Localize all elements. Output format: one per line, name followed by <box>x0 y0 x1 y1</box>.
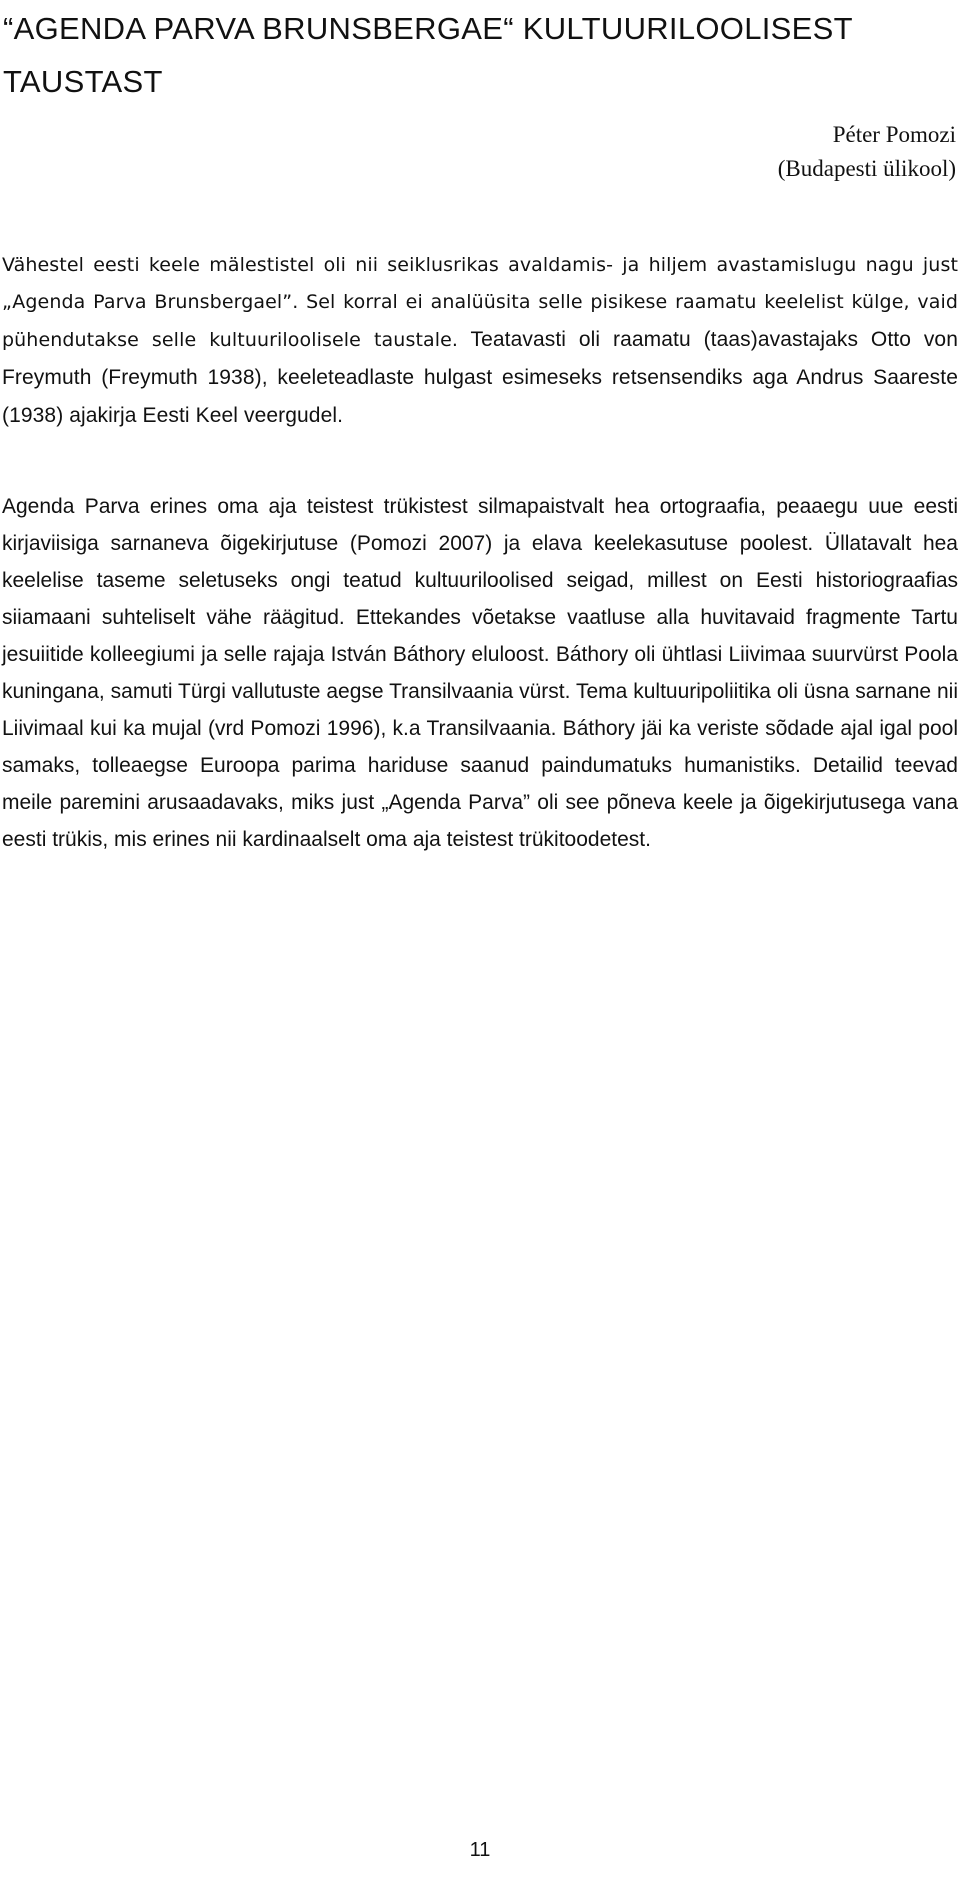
author-name: Péter Pomozi <box>832 122 956 147</box>
paragraph-1-part-b: Teatavasti oli raamatu (taas)avastajaks Otto von Freymuth (Freymuth 1938), keeleteadlaste hulgast esimeseks retsensendiks aga Andrus Saareste (1938) ajakirja Eesti Keel veergudel. <box>2 328 958 427</box>
paragraph-1-part-a: Vähestel eesti keele mälestistel oli nii seiklusrikas avaldamis- ja hiljem avastamislugu nagu just „Agenda Parva Brunsbergael”. Sel korral ei analüüsita selle pisikese raamatu keelelist külge, vaid pühendutakse selle kultuuriloolisele taustale. <box>2 254 958 351</box>
author-affiliation: (Budapesti ülikool) <box>777 156 956 181</box>
paragraph-1 <box>2 247 958 435</box>
article-title: “AGENDA PARVA BRUNSBERGAE“ KULTUURILOOLISEST TAUSTAST <box>3 11 853 99</box>
page-number: 11 <box>469 1839 491 1861</box>
paragraph-2: Agenda Parva erines oma aja teistest trükistest silmapaistvalt hea ortograafia, peaaegu uue eesti kirjaviisiga sarnaneva õigekirjutuse (Pomozi 2007) ja elava keelekasutuse poolest. Üllatavalt hea keelelise taseme seletuseks ongi teatud kultuuriloolised seigad, millest on Eesti historiograafias siiamaani suhteliselt vähe räägitud. Ettekandes võetakse vaatluse alla huvitavaid fragmente Tartu jesuiitide kolleegiumi ja selle rajaja István Báthory eluloost. Báthory oli ühtlasi Liivimaa suurvürst Poola kuningana, samuti Türgi vallutuste aegse Transilvaania vürst. Tema kultuuripoliitika oli üsna sarnane nii Liivimaal kui ka mujal (vrd Pomozi 1996), k.a Transilvaania. Báthory jäi ka veriste sõdade ajal igal pool samaks, tolleaegse Euroopa parima hariduse saanud paindumatuks humanistiks. Detailid teevad meile paremini arusaadavaks, miks just „Agenda Parva” oli see põneva keele ja õigekirjutusega vana eesti trükis, mis erines nii kardinaalselt oma aja teistest trükitoodetest. <box>2 495 958 851</box>
author-block <box>778 118 956 186</box>
